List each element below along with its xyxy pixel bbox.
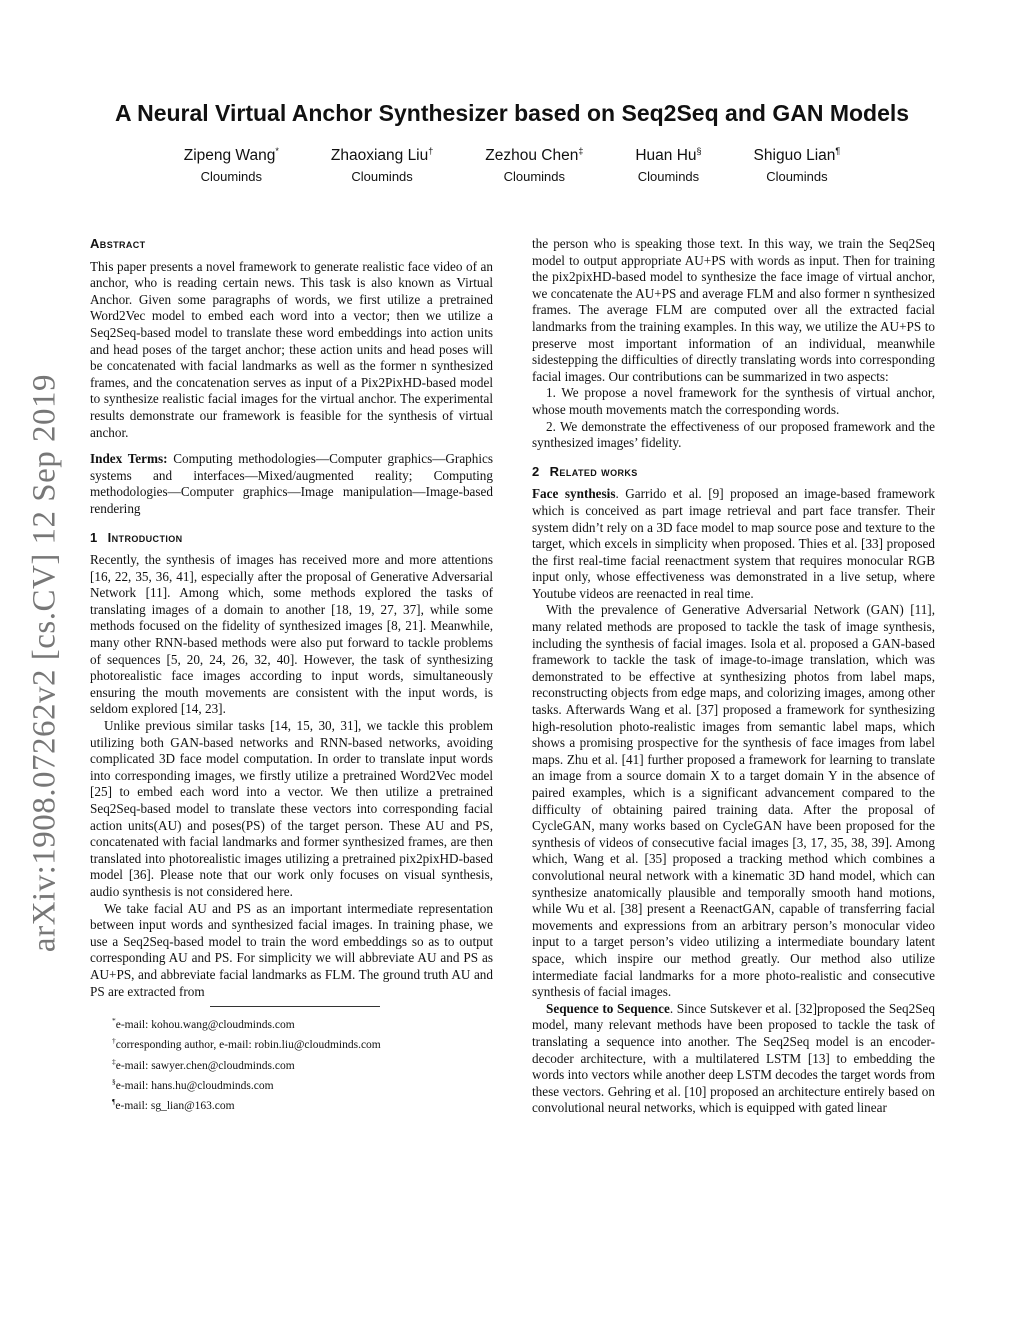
footnote: §e-mail: hans.hu@cloudminds.com [112,1077,274,1092]
intro-heading [90,530,493,547]
section-title: Related works [549,463,638,479]
intro-continued-paragraph: the person who is speaking those text. In this way, we train the Seq2Seq model to output appropriate AU+PS with words as input. Then for training the pix2pixHD-based model to synthesize the face image of virtual anchor, we concatenate the AU+PS and average FLM and also former n synthesized frames. The average FLM are computed over all the extracted facial landmarks from the training examples. In this way, we utilize the AU+PS to preserve most important information of an individual, meanwhile sidestepping the difficulties of directly translating words into corresponding facial images. Our contributions can be summarized in two aspects: [532,236,935,384]
section-number: 2 [532,463,540,479]
footnote: ¶e-mail: sg_lian@163.com [112,1097,235,1113]
author-name: Huan Hu [635,147,697,165]
contribution-list [532,385,935,451]
footnote-rule [210,1006,380,1007]
intro-paragraph: Unlike previous similar tasks [14, 15, 30, 31], we tackle this problem utilizing both GAN-based networks and RNN-based networks, avoiding complicated 3D face model computation. In order to translate input words into corresponding images, we firstly utilize a pretrained Word2Vec model [25] to embed each word into a vector. We then utilize a pretrained Seq2Seq-based model to translate these vectors into corresponding facial action units(AU) and poses(PS) of the target person. These AU and PS, concatenated with facial landmarks and former synthesized frames, are then translated into photorealistic images utilizing a pretrained pix2pixHD-based model [36]. Please note that our work only focuses on visual synthesis, audio synthesis is not considered here. [90,718,493,899]
left-column [90,236,493,1115]
author-mark: † [428,146,434,156]
contribution-item: 1. We propose a novel framework for the synthesis of virtual anchor, whose mouth movements match the corresponding words. [532,385,935,417]
seq2seq-text: . Since Sutskever et al. [32]proposed the Seq2Seq model, many relevant methods have been proposed to tackle the task of translating a sequence into another. The Seq2Seq model is an encoder-decoder architecture, with a multilatered LSTM [13] to embedding the words into vectors while another deep LSTM decodes the target words from these vectors. Gehring et al. [10] proposed an architecture entirely based on convolutional neural networks, which is equipped with gated linear [532,1000,935,1116]
author-mark: * [275,146,279,156]
intro-paragraph: Recently, the synthesis of images has received more and more attentions [16, 22, 35, 36, 41], especially after the proposal of Generative Adversarial Network [11]. Among which, some methods explored the tasks of translating images of a domain to another [18, 19, 27, 37], while some methods focused on the fidelity of synthesized images [8, 21]. Meanwhile, many other RNN-based methods were also put forward to tackle problems of sequences [5, 20, 24, 26, 32, 40]. However, the task of synthesizing photorealistic face images according to input words, simultaneously ensuring the mouth movements are consistent with the input words, is seldom explored [14, 23]. [90,552,493,717]
author-mark: ¶ [835,146,841,156]
author-affiliation: Clouminds [766,169,828,185]
author-mark: ‡ [578,146,584,156]
paper-title: A Neural Virtual Anchor Synthesizer based on Seq2Seq and GAN Models [114,100,910,126]
author [754,146,841,184]
author [635,146,701,184]
author-affiliation: Clouminds [637,169,700,185]
abstract-heading: Abstract [90,236,146,251]
index-terms-label: Index Terms: [90,451,168,467]
footnote: *e-mail: kohou.wang@cloudminds.com [112,1016,295,1031]
index-terms-text: Computing methodologies—Computer graphics—Graphics systems and interfaces—Mixed/augmented reality; Computing methodologies—Computer graphics—Image manipulation—Image-based rendering [90,451,494,516]
footnote: ‡e-mail: sawyer.chen@cloudminds.com [112,1056,295,1072]
author-name: Zezhou Chen [485,147,579,165]
section-number: 1 [90,529,98,545]
author-affiliation: Clouminds [351,169,413,185]
arxiv-identifier: arXiv:1908.07262v2 [cs.CV] 12 Sep 2019 [26,373,63,953]
intro-paragraph: We take facial AU and PS as an important intermediate representation between input words and synthesized facial images. In training phase, we use a Seq2Seq-based model to train the word embeddings so as to output corresponding AU and PS. For simplicity we will abbreviate AU and PS as AU+PS, and abbreviate facial landmarks as FLM. The ground truth AU and PS are extracted from [90,900,493,999]
seq2seq-paragraph [532,1001,935,1117]
author [184,146,279,184]
related-works-heading [532,464,935,481]
face-synthesis-paragraph [532,486,935,602]
author-name: Zipeng Wang [183,147,276,165]
author [485,146,583,184]
author-name: Zhaoxiang Liu [330,147,429,165]
footnote: †corresponding author, e-mail: robin.liu@cloudminds.com [112,1036,381,1052]
abstract-text: This paper presents a novel framework to generate realistic face video of an anchor, who is reading certain news. This task is also known as Virtual Anchor. Given some paragraphs of words, we first utilize a pretrained Word2Vec model to embed each word into a vector; then we utilize a Seq2Seq-based model to translate these word embeddings into action units and head poses of the target anchor; these action units and head poses will be concatenated with facial landmarks as well as the former n synthesized frames, and the concatenation serves as input of a Pix2PixHD-based model to synthesize realistic facial images for the virtual anchor. The experimental results demonstrate our framework is feasible for the synthesis of virtual anchor. [90,258,493,440]
author-affiliation: Clouminds [503,169,566,185]
author [331,146,433,184]
face-synthesis-label: Face synthesis [532,486,616,502]
face-synthesis-text: . Garrido et al. [9] proposed an image-based framework which is conceived as part image retrieval and part face transfer. Their system didn’t rely on a 3D face model to map source pose and texture to the target, which excels in simplicity when proposed. Thies et al. [33] proposed the first real-time facial reenactment system that requires monocular RGB input only, whose effectiveness was demonstrated in a live setup, where Youtube videos are reenacted in real time. [532,486,935,601]
index-terms [90,451,493,517]
author-list [0,146,1024,184]
right-column [532,236,935,1117]
section-title: Introduction [107,529,183,545]
contribution-item: 2. We demonstrate the effectiveness of our proposed framework and the synthesized images’ fidelity. [532,418,935,451]
author-name: Shiguo Lian [753,147,836,165]
author-mark: § [696,146,702,156]
author-affiliation: Clouminds [200,169,263,185]
gan-paragraph: With the prevalence of Generative Adversarial Network (GAN) [11], many related methods are proposed to tackle the task of image synthesis, including the synthesis of facial images. Isola et al. proposed a GAN-based framework to tackle the task of image-to-image translation, which was demonstrated to be effective at synthesizing photos from label maps, reconstructing objects from edge maps, and colorizing images, among other tasks. Afterwards Wang et al. [37] proposed a framework for synthesizing high-resolution photo-realistic images from semantic label maps, which shows a promising prospective for the synthesis of face images from label maps. Zhu et al. [41] further proposed a framework for learning to translate an image from a source domain X to a target domain Y in the absence of paired examples, which is a significant advancement compared to the difficulty of obtaining paired training data. After the proposal of CycleGAN, many works based on CycleGAN have been proposed for the synthesis of videos of consecutive facial images [3, 17, 35, 38, 39]. Among which, Wang et al. [35] proposed a tracking method which combines a convolutional neural network with a kinematic 3D hand model, which can synthesize anatomically plausible and temporally smooth hand motions, while Wu et al. [38] present a ReenactGAN, capable of transferring facial movements and expressions from an arbitrary person’s monocular video input to a target person’s video utilizing a intermediate boundary latent space, which inspire our method greatly. Our method also utilize intermediate facial landmarks for a more photo-realistic and consecutive synthesis of facial images. [532,602,935,1000]
seq2seq-label: Sequence to Sequence [546,1000,670,1016]
